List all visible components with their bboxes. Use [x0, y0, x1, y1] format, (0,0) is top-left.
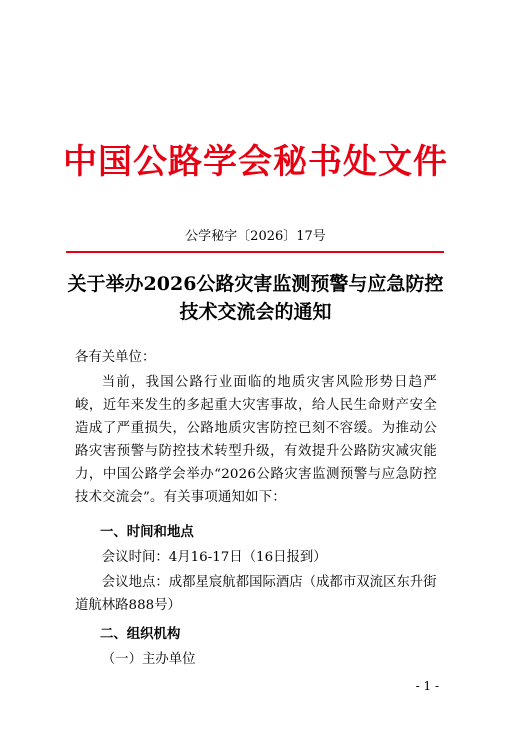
section-heading-time-place: 一、时间和地点: [100, 524, 194, 540]
meeting-place: 会议地点：成都星宸航都国际酒店（成都市双流区东升街道航林路888号）: [75, 575, 437, 613]
notice-title: [0, 270, 511, 326]
document-header-title: 中国公路学会秘书处文件: [63, 142, 448, 182]
page-number: - 1 -: [415, 679, 439, 693]
red-separator-line: [66, 251, 444, 253]
notice-title-line-1: 关于举办2026公路灾害监测预警与应急防控: [67, 273, 444, 295]
document-number: 公学秘字〔2026〕17号: [185, 229, 326, 244]
subsection-heading-host: （一）主办单位: [101, 652, 196, 667]
intro-paragraph: 当前，我国公路行业面临的地质灾害风险形势日趋严峻，近年来发生的多起重大灾害事故，给人民生命财产安全造成了严重损失，公路地质灾害防控已刻不容缓。为推动公路灾害预警与防控技术转型升级，有效提升公路防灾减灾能力，中国公路学会举办“2026公路灾害监测预警与应急防控技术交流会”。有关事项通知如下：: [75, 375, 437, 505]
section-heading-organization: 二、组织机构: [100, 626, 181, 642]
salutation: 各有关单位：: [75, 350, 156, 365]
meeting-time: 会议时间：4月16-17日（16日报到）: [101, 550, 327, 565]
notice-title-line-2: 技术交流会的通知: [179, 301, 332, 323]
